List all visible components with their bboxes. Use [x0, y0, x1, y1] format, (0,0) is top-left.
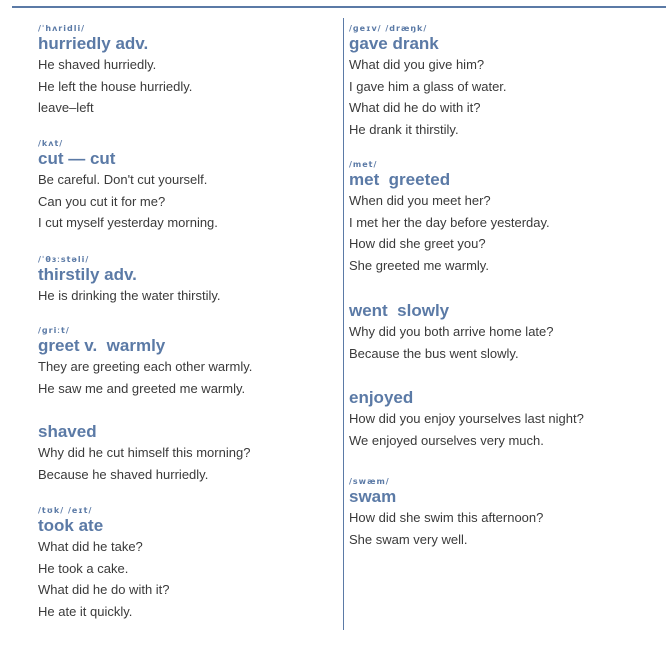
headword: greet v. warmly — [38, 336, 166, 355]
example-sentence: Because the bus went slowly. — [349, 345, 519, 361]
phonetic: /ɡeɪv/ /dræŋk/ — [349, 24, 428, 33]
example-sentence: He drank it thirstily. — [349, 121, 459, 137]
example-sentence: When did you meet her? — [349, 193, 491, 208]
headword: shaved — [38, 422, 97, 441]
vocab-entry-took-ate — [38, 506, 338, 622]
example-sentence: She swam very well. — [349, 531, 468, 547]
example-sentence: Can you cut it for me? — [38, 193, 166, 209]
phonetic: /tʊk/ /eɪt/ — [38, 506, 93, 515]
vocab-entry-went-slowly — [349, 301, 659, 364]
headword: met greeted — [349, 170, 451, 189]
top-rule — [12, 6, 666, 8]
example-sentence: How did she swim this afternoon? — [349, 510, 544, 525]
example-sentence: Be careful. Don't cut yourself. — [38, 172, 208, 187]
phonetic: /ˈθɜːstəli/ — [38, 255, 90, 264]
headword: gave drank — [349, 34, 439, 53]
example-sentence: He ate it quickly. — [38, 603, 133, 619]
example-sentence: She greeted me warmly. — [349, 257, 489, 273]
example-sentence: How did you enjoy yourselves last night? — [349, 411, 584, 426]
headword: took ate — [38, 516, 104, 535]
phonetic: /ɡriːt/ — [38, 326, 70, 335]
example-sentence: We enjoyed ourselves very much. — [349, 432, 544, 448]
vocab-entry-greet — [38, 326, 338, 399]
vocab-entry-shaved — [38, 422, 338, 485]
headword: enjoyed — [349, 388, 414, 407]
example-sentence: He shaved hurriedly. — [38, 57, 157, 72]
vocab-entry-swam — [349, 477, 659, 550]
example-sentence: Because he shaved hurriedly. — [38, 466, 209, 482]
example-sentence: He saw me and greeted me warmly. — [38, 380, 246, 396]
example-sentence: Why did he cut himself this morning? — [38, 445, 251, 460]
headword: cut — cut — [38, 149, 116, 168]
headword: went slowly — [349, 301, 450, 320]
example-sentence: I met her the day before yesterday. — [349, 214, 550, 230]
vocab-entry-gave-drank — [349, 24, 659, 140]
vocab-entry-cut — [38, 139, 338, 234]
example-sentence: I cut myself yesterday morning. — [38, 215, 218, 230]
headword: thirstily adv. — [38, 265, 137, 284]
example-sentence: What did he take? — [38, 539, 143, 554]
vocab-entry-met-greeted — [349, 160, 659, 276]
example-sentence: He left the house hurriedly. — [38, 78, 193, 94]
example-sentence: He took a cake. — [38, 560, 129, 576]
phonetic: /swæm/ — [349, 477, 390, 486]
vocab-entry-enjoyed — [349, 388, 659, 451]
example-sentence: He is drinking the water thirstily. — [38, 288, 221, 303]
example-sentence: They are greeting each other warmly. — [38, 359, 253, 374]
example-sentence: What did he do with it? — [349, 100, 481, 115]
vocab-entry-thirstily — [38, 255, 338, 307]
phonetic: /kʌt/ — [38, 139, 64, 148]
example-sentence: What did you give him? — [349, 57, 485, 72]
example-sentence: Why did you both arrive home late? — [349, 324, 554, 339]
column-divider — [343, 18, 344, 630]
vocab-entry-hurriedly — [38, 24, 338, 119]
example-sentence: How did she greet you? — [349, 236, 486, 251]
phonetic: /ˈhʌridli/ — [38, 24, 86, 33]
example-sentence: I gave him a glass of water. — [349, 78, 507, 94]
example-sentence: leave–left — [38, 100, 94, 115]
headword: hurriedly adv. — [38, 34, 149, 53]
example-sentence: What did he do with it? — [38, 582, 170, 597]
phonetic: /met/ — [349, 160, 378, 169]
headword: swam — [349, 487, 397, 506]
